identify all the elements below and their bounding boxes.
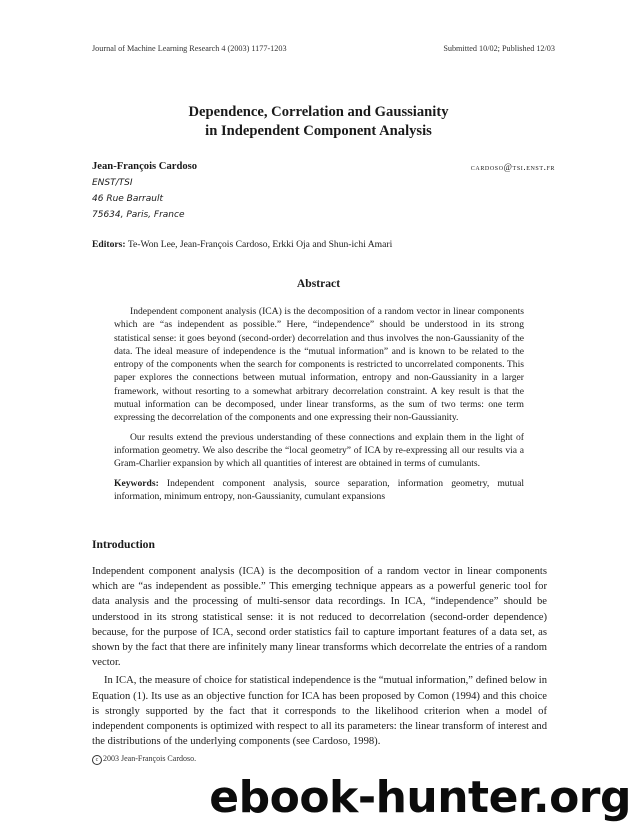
author-email[interactable]: cardoso@tsi.enst.fr (470, 162, 555, 172)
author-affiliation (92, 175, 185, 223)
editors-label: Editors: (92, 239, 126, 250)
abstract-body (114, 305, 524, 509)
affiliation-line: ENST/TSI (92, 178, 133, 188)
journal-header: Journal of Machine Learning Research 4 (2003) 1177-1203 (92, 44, 287, 53)
body-paragraph: Independent component analysis (ICA) is the decomposition of a random vector in linear components which are “as independent as possible.” This emerging technique appears as a powerful generic tool for data analysis and the processing of multi-sensor data recordings. In ICA, “independence” should be understood in its strong statistical sense: it is not reduced to decorrelation (second-order dependence) because, for the purpose of ICA, second order statistics fail to capture important features of a data set, as shown by the fact that there are infinitely many linear transforms which decorrelate the entries of a random vector. (92, 566, 547, 669)
paper-title (0, 103, 637, 141)
paper-title-line-2: in Independent Component Analysis (205, 123, 432, 139)
introduction-heading: Introduction (92, 538, 155, 551)
editors-names: Te-Won Lee, Jean-François Cardoso, Erkki Oja and Shun-ichi Amari (127, 239, 393, 250)
keywords-list: Independent component analysis, source separation, information geometry, mutual information, minimum entropy, non-Gaussianity, cumulant expansions (114, 477, 524, 502)
keywords-label: Keywords: (114, 477, 159, 489)
abstract-paragraph: Our results extend the previous understanding of these connections and explain them in the light of information geometry. We also describe the “local geometry” of ICA by re-expressing all our results via a Gram-Charlier expansion by which all quantities of interest are obtained in terms of cumulants. (114, 431, 524, 470)
submission-dates: Submitted 10/02; Published 12/03 (443, 44, 555, 53)
copyright-text: 2003 Jean-François Cardoso. (103, 754, 197, 763)
editors-line (92, 239, 392, 250)
copyright-notice (92, 754, 196, 765)
author-name: Jean-François Cardoso (92, 161, 198, 172)
watermark-logo: ebook-hunter.org (209, 772, 631, 823)
abstract-heading: Abstract (296, 277, 341, 290)
paper-title-line-1: Dependence, Correlation and Gaussianity (188, 104, 449, 120)
copyright-icon: c (92, 755, 102, 765)
abstract-paragraph: Independent component analysis (ICA) is the decomposition of a random vector in linear components which are “as independent as possible.” Here, “independence” should be understood in its strong statistical sense: it goes beyond (second-order) decorrelation and thus involves the non-Gaussianity of the data. The ideal measure of independence is the “mutual information” and is known to be related to the entropy of the components when the search for components is restricted to uncorrelated components. This paper explores the connections between mutual information, entropy and non-Gaussianity in a larger framework, without resorting to a somewhat arbitrary decorrelation constraint. A key result is that the mutual information can be decomposed, under linear transforms, as the sum of two terms: one term expressing the decorrelation of the components and one expressing their non-Gaussianity. (114, 306, 524, 424)
introduction-body (92, 564, 547, 752)
keywords (114, 477, 524, 504)
affiliation-line: 46 Rue Barrault (92, 194, 164, 204)
affiliation-line: 75634, Paris, France (92, 210, 185, 220)
body-paragraph: In ICA, the measure of choice for statistical independence is the “mutual information,” defined below in Equation (1). Its use as an objective function for ICA has been proposed by Comon (1994) and this choice is strongly supported by the fact that it corresponds to the likelihood criterion when a model of independent components is optimized with respect to all its parameters: the linear transform of interest and the distributions of the underlying components (see Cardoso, 1998). (92, 675, 547, 748)
